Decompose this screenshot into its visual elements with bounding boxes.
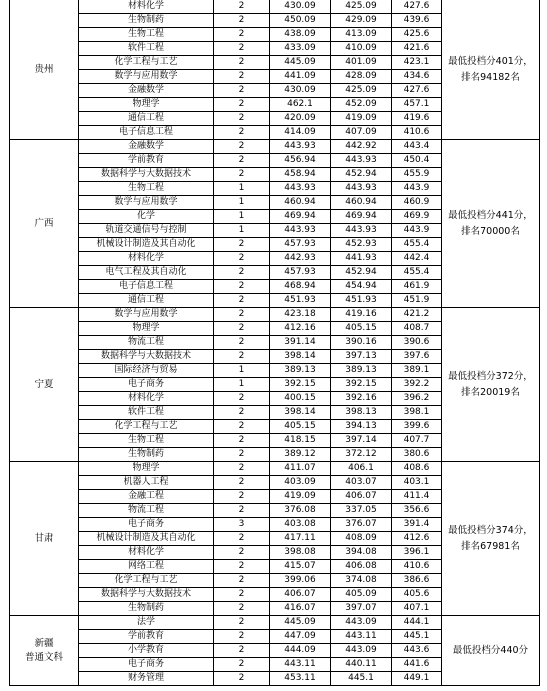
count-cell: 2 [214, 574, 270, 588]
count-cell: 2 [214, 322, 270, 336]
max-score-cell: 391.14 [270, 336, 331, 350]
min-score-cell: 410.09 [331, 42, 392, 56]
max-score-cell: 443.93 [270, 140, 331, 154]
max-score-cell: 438.09 [270, 28, 331, 42]
min-score-cell: 389.13 [331, 364, 392, 378]
avg-score-cell: 444.1 [392, 616, 442, 630]
min-score-cell: 337.05 [331, 504, 392, 518]
min-score-cell: 419.09 [331, 112, 392, 126]
avg-score-cell: 450.4 [392, 154, 442, 168]
count-cell: 2 [214, 588, 270, 602]
avg-score-cell: 449.1 [392, 672, 442, 686]
max-score-cell: 403.08 [270, 518, 331, 532]
major-cell: 财务管理 [79, 672, 214, 686]
avg-score-cell: 425.6 [392, 28, 442, 42]
avg-score-cell: 423.1 [392, 56, 442, 70]
avg-score-cell: 403.1 [392, 476, 442, 490]
max-score-cell: 445.09 [270, 616, 331, 630]
min-score-cell: 443.09 [331, 616, 392, 630]
province-cell [10, 140, 79, 308]
avg-score-cell: 457.1 [392, 98, 442, 112]
avg-score-cell: 391.4 [392, 518, 442, 532]
min-score-cell: 406.08 [331, 560, 392, 574]
count-cell: 2 [214, 644, 270, 658]
max-score-cell: 423.18 [270, 308, 331, 322]
count-cell: 2 [214, 392, 270, 406]
min-score-cell: 452.94 [331, 168, 392, 182]
major-cell: 数据科学与大数据技术 [79, 350, 214, 364]
count-cell: 2 [214, 336, 270, 350]
count-cell: 2 [214, 294, 270, 308]
table-row [10, 616, 540, 630]
min-score-note: 最低投档分440分 [442, 616, 540, 686]
avg-score-cell: 460.9 [392, 196, 442, 210]
major-cell: 物流工程 [79, 504, 214, 518]
count-cell: 2 [214, 602, 270, 616]
avg-score-cell: 398.1 [392, 406, 442, 420]
min-score-cell: 405.15 [331, 322, 392, 336]
province-cell [10, 616, 79, 686]
major-cell: 电子信息工程 [79, 126, 214, 140]
min-score-cell: 401.09 [331, 56, 392, 70]
province-label: 甘肃 [34, 532, 54, 544]
min-score-cell: 403.07 [331, 476, 392, 490]
min-score-cell: 451.93 [331, 294, 392, 308]
avg-score-cell: 469.9 [392, 210, 442, 224]
count-cell: 2 [214, 350, 270, 364]
max-score-cell: 411.07 [270, 462, 331, 476]
min-score-cell: 406.07 [331, 490, 392, 504]
min-score-cell: 394.13 [331, 420, 392, 434]
max-score-cell: 389.12 [270, 448, 331, 462]
min-score-cell: 405.09 [331, 588, 392, 602]
min-score-cell: 452.93 [331, 238, 392, 252]
min-score-cell: 394.08 [331, 546, 392, 560]
major-cell: 电气工程及其自动化 [79, 266, 214, 280]
min-score-cell: 425.09 [331, 0, 392, 14]
count-cell: 2 [214, 14, 270, 28]
min-score-cell: 469.94 [331, 210, 392, 224]
max-score-cell: 441.09 [270, 70, 331, 84]
min-score-cell: 407.09 [331, 126, 392, 140]
province-label: 新疆 [34, 637, 54, 649]
min-score-cell: 452.94 [331, 266, 392, 280]
avg-score-cell: 390.6 [392, 336, 442, 350]
major-cell: 国际经济与贸易 [79, 364, 214, 378]
max-score-cell: 445.09 [270, 56, 331, 70]
max-score-cell: 398.14 [270, 406, 331, 420]
admission-score-table [9, 0, 540, 686]
province-label: 广西 [34, 217, 54, 229]
avg-score-cell: 407.1 [392, 602, 442, 616]
min-score-cell: 397.07 [331, 602, 392, 616]
major-cell: 数据科学与大数据技术 [79, 588, 214, 602]
count-cell: 3 [214, 518, 270, 532]
major-cell: 物理学 [79, 462, 214, 476]
major-cell: 机械设计制造及其自动化 [79, 532, 214, 546]
max-score-cell: 398.14 [270, 350, 331, 364]
major-cell: 材料化学 [79, 252, 214, 266]
max-score-cell: 430.09 [270, 84, 331, 98]
count-cell: 2 [214, 168, 270, 182]
min-score-cell: 392.16 [331, 392, 392, 406]
avg-score-cell: 443.6 [392, 644, 442, 658]
province-cell [10, 0, 79, 140]
major-cell: 电子商务 [79, 658, 214, 672]
major-cell: 物流工程 [79, 336, 214, 350]
major-cell: 生物工程 [79, 434, 214, 448]
count-cell: 2 [214, 252, 270, 266]
min-score-cell: 445.1 [331, 672, 392, 686]
avg-score-cell: 427.6 [392, 0, 442, 14]
major-cell: 材料化学 [79, 0, 214, 14]
max-score-cell: 468.94 [270, 280, 331, 294]
max-score-cell: 406.07 [270, 588, 331, 602]
min-score-cell: 428.09 [331, 70, 392, 84]
major-cell: 物理学 [79, 98, 214, 112]
count-cell: 2 [214, 672, 270, 686]
min-score-cell: 454.94 [331, 280, 392, 294]
max-score-cell: 443.93 [270, 224, 331, 238]
count-cell: 2 [214, 84, 270, 98]
count-cell: 2 [214, 28, 270, 42]
major-cell: 材料化学 [79, 546, 214, 560]
major-cell: 机器人工程 [79, 476, 214, 490]
max-score-cell: 400.15 [270, 392, 331, 406]
min-score-cell: 406.1 [331, 462, 392, 476]
major-cell: 数学与应用数学 [79, 70, 214, 84]
min-score-cell: 408.09 [331, 532, 392, 546]
major-cell: 学前教育 [79, 154, 214, 168]
max-score-cell: 458.94 [270, 168, 331, 182]
min-score-cell: 443.93 [331, 154, 392, 168]
avg-score-cell: 411.4 [392, 490, 442, 504]
major-cell: 软件工程 [79, 406, 214, 420]
max-score-cell: 430.09 [270, 0, 331, 14]
max-score-cell: 457.93 [270, 266, 331, 280]
avg-score-cell: 443.4 [392, 140, 442, 154]
max-score-cell: 460.94 [270, 196, 331, 210]
count-cell: 1 [214, 364, 270, 378]
avg-score-cell: 380.6 [392, 448, 442, 462]
major-cell: 小学教育 [79, 644, 214, 658]
score-table-sheet [9, 0, 539, 686]
avg-score-cell: 389.1 [392, 364, 442, 378]
count-cell: 2 [214, 280, 270, 294]
max-score-cell: 444.09 [270, 644, 331, 658]
min-score-cell: 397.14 [331, 434, 392, 448]
count-cell: 2 [214, 616, 270, 630]
min-score-cell: 398.13 [331, 406, 392, 420]
min-score-cell: 413.09 [331, 28, 392, 42]
max-score-cell: 398.08 [270, 546, 331, 560]
major-cell: 金融数学 [79, 84, 214, 98]
min-score-cell: 425.09 [331, 84, 392, 98]
avg-score-cell: 419.6 [392, 112, 442, 126]
max-score-cell: 462.1 [270, 98, 331, 112]
avg-score-cell: 445.1 [392, 630, 442, 644]
max-score-cell: 447.09 [270, 630, 331, 644]
max-score-cell: 376.08 [270, 504, 331, 518]
count-cell: 2 [214, 266, 270, 280]
avg-score-cell: 421.6 [392, 42, 442, 56]
avg-score-cell: 439.6 [392, 14, 442, 28]
avg-score-cell: 405.6 [392, 588, 442, 602]
avg-score-cell: 396.2 [392, 392, 442, 406]
avg-score-cell: 408.6 [392, 462, 442, 476]
major-cell: 通信工程 [79, 294, 214, 308]
major-cell: 软件工程 [79, 42, 214, 56]
min-score-cell: 419.16 [331, 308, 392, 322]
avg-score-cell: 399.6 [392, 420, 442, 434]
major-cell: 化学 [79, 210, 214, 224]
count-cell: 2 [214, 126, 270, 140]
avg-score-cell: 451.9 [392, 294, 442, 308]
min-score-cell: 392.15 [331, 378, 392, 392]
table-row [10, 140, 540, 154]
avg-score-cell: 410.6 [392, 560, 442, 574]
count-cell: 2 [214, 434, 270, 448]
avg-score-cell: 455.4 [392, 266, 442, 280]
count-cell: 2 [214, 308, 270, 322]
min-score-note: 最低投档分401分，排名94182名 [442, 0, 540, 140]
major-cell: 化学工程与工艺 [79, 574, 214, 588]
count-cell: 2 [214, 532, 270, 546]
count-cell: 2 [214, 154, 270, 168]
avg-score-cell: 434.6 [392, 70, 442, 84]
avg-score-cell: 455.9 [392, 168, 442, 182]
count-cell: 2 [214, 42, 270, 56]
max-score-cell: 418.15 [270, 434, 331, 448]
max-score-cell: 443.11 [270, 658, 331, 672]
max-score-cell: 417.11 [270, 532, 331, 546]
count-cell: 2 [214, 546, 270, 560]
province-label: 普通文科 [24, 651, 63, 663]
major-cell: 生物制药 [79, 448, 214, 462]
major-cell: 法学 [79, 616, 214, 630]
avg-score-cell: 386.6 [392, 574, 442, 588]
major-cell: 电子商务 [79, 518, 214, 532]
count-cell: 2 [214, 658, 270, 672]
max-score-cell: 414.09 [270, 126, 331, 140]
avg-score-cell: 427.6 [392, 84, 442, 98]
min-score-cell: 372.12 [331, 448, 392, 462]
max-score-cell: 405.15 [270, 420, 331, 434]
major-cell: 生物工程 [79, 28, 214, 42]
major-cell: 生物制药 [79, 14, 214, 28]
avg-score-cell: 443.9 [392, 224, 442, 238]
table-row [10, 308, 540, 322]
province-label: 贵州 [34, 63, 54, 75]
major-cell: 生物制药 [79, 602, 214, 616]
major-cell: 机械设计制造及其自动化 [79, 238, 214, 252]
min-score-cell: 443.11 [331, 630, 392, 644]
avg-score-cell: 407.7 [392, 434, 442, 448]
max-score-cell: 415.07 [270, 560, 331, 574]
count-cell: 2 [214, 406, 270, 420]
min-score-cell: 442.92 [331, 140, 392, 154]
avg-score-cell: 412.6 [392, 532, 442, 546]
min-score-cell: 397.13 [331, 350, 392, 364]
max-score-cell: 389.13 [270, 364, 331, 378]
count-cell: 1 [214, 182, 270, 196]
min-score-cell: 443.09 [331, 644, 392, 658]
count-cell: 2 [214, 476, 270, 490]
max-score-cell: 451.93 [270, 294, 331, 308]
max-score-cell: 453.11 [270, 672, 331, 686]
avg-score-cell: 443.9 [392, 182, 442, 196]
min-score-cell: 443.93 [331, 224, 392, 238]
count-cell: 2 [214, 56, 270, 70]
max-score-cell: 443.93 [270, 182, 331, 196]
avg-score-cell: 397.6 [392, 350, 442, 364]
major-cell: 化学工程与工艺 [79, 56, 214, 70]
count-cell: 2 [214, 420, 270, 434]
major-cell: 材料化学 [79, 392, 214, 406]
min-score-note: 最低投档分374分，排名67981名 [442, 462, 540, 616]
avg-score-cell: 408.7 [392, 322, 442, 336]
avg-score-cell: 396.1 [392, 546, 442, 560]
major-cell: 数学与应用数学 [79, 196, 214, 210]
major-cell: 物理学 [79, 322, 214, 336]
min-score-cell: 376.07 [331, 518, 392, 532]
count-cell: 1 [214, 210, 270, 224]
avg-score-cell: 410.6 [392, 126, 442, 140]
major-cell: 数据科学与大数据技术 [79, 168, 214, 182]
major-cell: 轨道交通信号与控制 [79, 224, 214, 238]
max-score-cell: 403.09 [270, 476, 331, 490]
count-cell: 2 [214, 560, 270, 574]
min-score-note: 最低投档分372分，排名20019名 [442, 308, 540, 462]
max-score-cell: 456.94 [270, 154, 331, 168]
major-cell: 网络工程 [79, 560, 214, 574]
max-score-cell: 416.07 [270, 602, 331, 616]
max-score-cell: 412.16 [270, 322, 331, 336]
max-score-cell: 442.93 [270, 252, 331, 266]
min-score-cell: 429.09 [331, 14, 392, 28]
count-cell: 1 [214, 196, 270, 210]
count-cell: 2 [214, 504, 270, 518]
min-score-cell: 460.94 [331, 196, 392, 210]
avg-score-cell: 455.4 [392, 238, 442, 252]
count-cell: 2 [214, 140, 270, 154]
province-label: 宁夏 [34, 378, 54, 390]
max-score-cell: 469.94 [270, 210, 331, 224]
count-cell: 2 [214, 0, 270, 14]
avg-score-cell: 442.4 [392, 252, 442, 266]
avg-score-cell: 392.2 [392, 378, 442, 392]
min-score-cell: 390.16 [331, 336, 392, 350]
count-cell: 2 [214, 462, 270, 476]
major-cell: 金融数学 [79, 140, 214, 154]
major-cell: 学前教育 [79, 630, 214, 644]
max-score-cell: 399.06 [270, 574, 331, 588]
table-row [10, 0, 540, 14]
count-cell: 1 [214, 378, 270, 392]
major-cell: 数学与应用数学 [79, 308, 214, 322]
table-row [10, 462, 540, 476]
avg-score-cell: 356.6 [392, 504, 442, 518]
count-cell: 1 [214, 224, 270, 238]
major-cell: 电子商务 [79, 378, 214, 392]
province-cell [10, 308, 79, 462]
avg-score-cell: 441.6 [392, 658, 442, 672]
major-cell: 生物工程 [79, 182, 214, 196]
count-cell: 2 [214, 630, 270, 644]
count-cell: 2 [214, 112, 270, 126]
min-score-cell: 452.09 [331, 98, 392, 112]
min-score-note: 最低投档分441分，排名70000名 [442, 140, 540, 308]
max-score-cell: 419.09 [270, 490, 331, 504]
major-cell: 电子信息工程 [79, 280, 214, 294]
count-cell: 2 [214, 448, 270, 462]
count-cell: 2 [214, 70, 270, 84]
score-table-body [10, 0, 540, 686]
max-score-cell: 433.09 [270, 42, 331, 56]
max-score-cell: 450.09 [270, 14, 331, 28]
avg-score-cell: 461.9 [392, 280, 442, 294]
major-cell: 金融工程 [79, 490, 214, 504]
min-score-cell: 374.08 [331, 574, 392, 588]
min-score-cell: 440.11 [331, 658, 392, 672]
count-cell: 2 [214, 238, 270, 252]
min-score-cell: 441.93 [331, 252, 392, 266]
avg-score-cell: 421.2 [392, 308, 442, 322]
count-cell: 2 [214, 490, 270, 504]
province-cell [10, 462, 79, 616]
max-score-cell: 457.93 [270, 238, 331, 252]
max-score-cell: 392.15 [270, 378, 331, 392]
max-score-cell: 420.09 [270, 112, 331, 126]
min-score-cell: 443.93 [331, 182, 392, 196]
major-cell: 化学工程与工艺 [79, 420, 214, 434]
count-cell: 2 [214, 98, 270, 112]
major-cell: 通信工程 [79, 112, 214, 126]
